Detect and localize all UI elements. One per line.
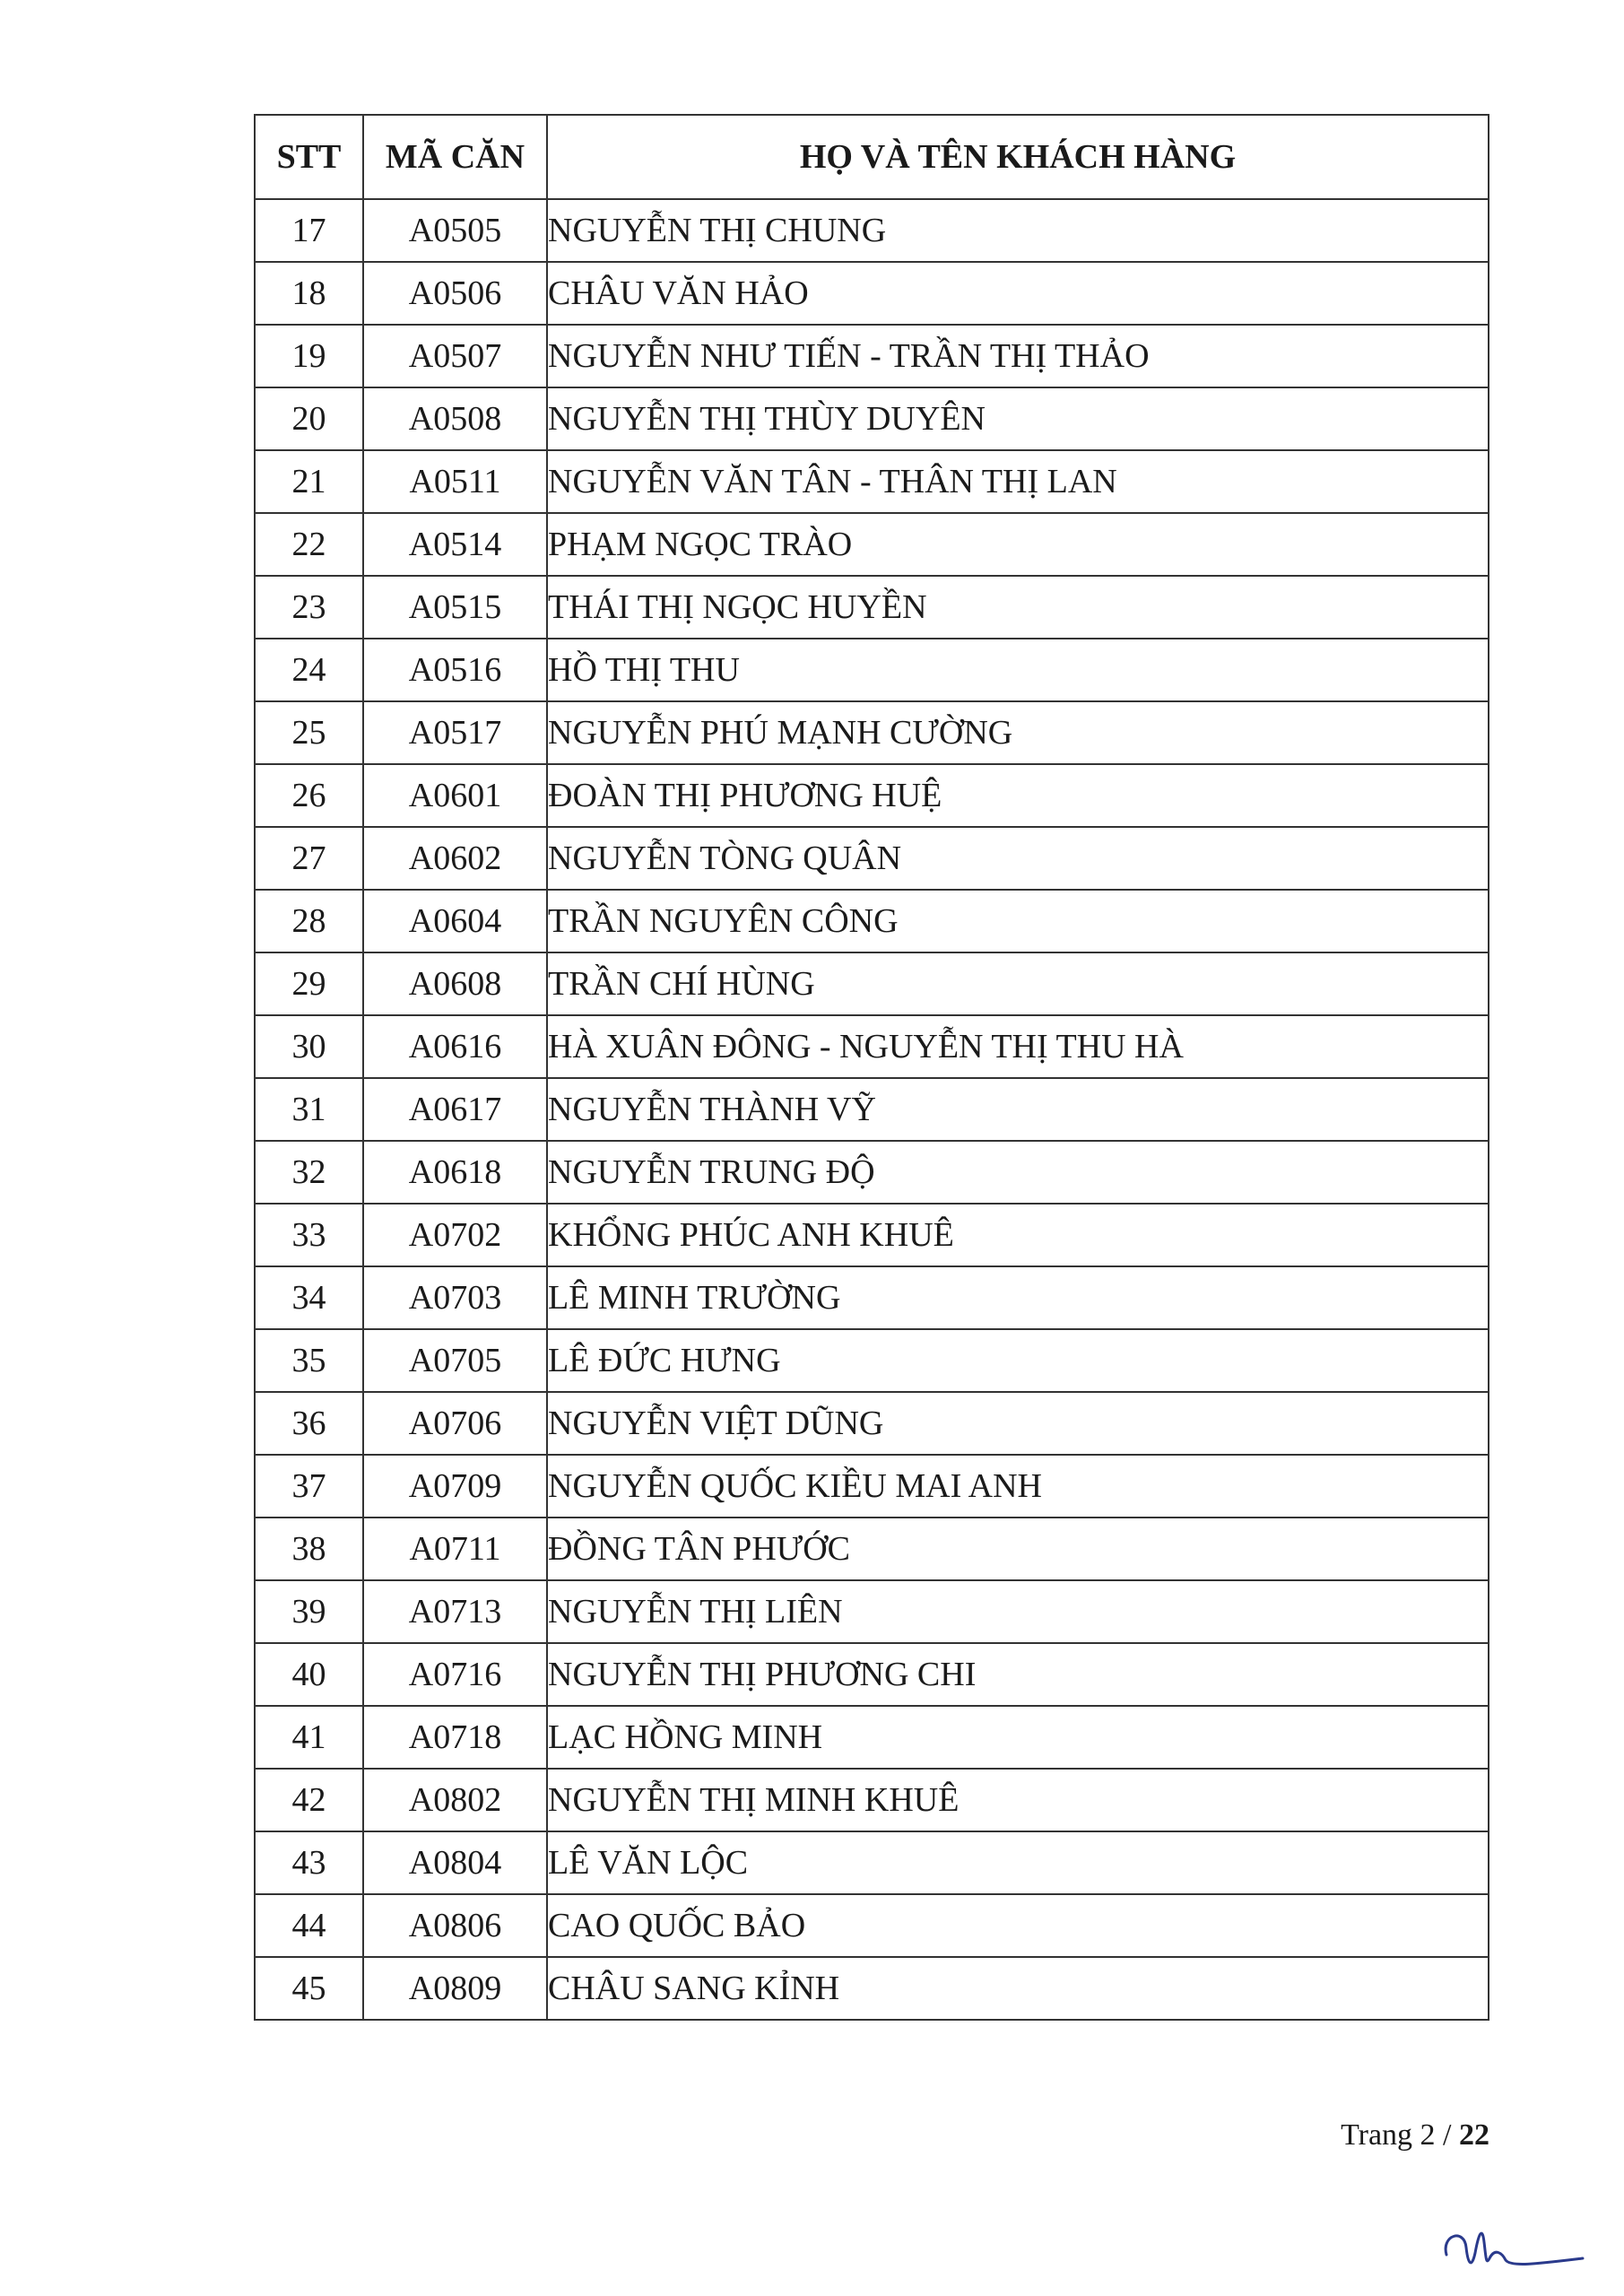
row-customer-name: THÁI THỊ NGỌC HUYỀN [547,576,1489,639]
row-customer-name: LẠC HỒNG MINH [547,1706,1489,1769]
row-stt: 41 [255,1706,363,1769]
row-stt: 22 [255,513,363,576]
table-row [255,1518,1489,1580]
table-row [255,262,1489,325]
signature-mark [1439,2217,1592,2280]
table-row [255,325,1489,387]
row-stt: 43 [255,1831,363,1894]
table-row [255,387,1489,450]
row-unit-code: A0716 [363,1643,547,1706]
table-row [255,1957,1489,2020]
row-customer-name: NGUYỄN THỊ PHƯƠNG CHI [547,1643,1489,1706]
row-stt: 27 [255,827,363,890]
row-unit-code: A0511 [363,450,547,513]
row-unit-code: A0809 [363,1957,547,2020]
row-customer-name: NGUYỄN THỊ CHUNG [547,199,1489,262]
table-row [255,1204,1489,1266]
header-row [255,115,1489,199]
table-row [255,1141,1489,1204]
row-customer-name: NGUYỄN THỊ MINH KHUÊ [547,1769,1489,1831]
row-customer-name: ĐOÀN THỊ PHƯƠNG HUỆ [547,764,1489,827]
table-row [255,1894,1489,1957]
table-row [255,1392,1489,1455]
row-unit-code: A0608 [363,952,547,1015]
row-unit-code: A0617 [363,1078,547,1141]
row-stt: 25 [255,701,363,764]
table-row [255,1769,1489,1831]
row-unit-code: A0516 [363,639,547,701]
row-customer-name: TRẦN CHÍ HÙNG [547,952,1489,1015]
row-stt: 36 [255,1392,363,1455]
row-unit-code: A0702 [363,1204,547,1266]
row-unit-code: A0506 [363,262,547,325]
table-row [255,450,1489,513]
row-stt: 39 [255,1580,363,1643]
table-row [255,1015,1489,1078]
row-unit-code: A0804 [363,1831,547,1894]
row-stt: 28 [255,890,363,952]
row-unit-code: A0706 [363,1392,547,1455]
row-unit-code: A0618 [363,1141,547,1204]
row-customer-name: CHÂU VĂN HẢO [547,262,1489,325]
row-stt: 44 [255,1894,363,1957]
row-customer-name: CHÂU SANG KỈNH [547,1957,1489,2020]
row-customer-name: KHỔNG PHÚC ANH KHUÊ [547,1204,1489,1266]
row-stt: 26 [255,764,363,827]
row-customer-name: NGUYỄN THỊ THÙY DUYÊN [547,387,1489,450]
table-row [255,1266,1489,1329]
row-stt: 18 [255,262,363,325]
header-stt: STT [255,115,363,199]
row-customer-name: NGUYỄN PHÚ MẠNH CƯỜNG [547,701,1489,764]
row-stt: 42 [255,1769,363,1831]
row-stt: 33 [255,1204,363,1266]
table-row [255,827,1489,890]
row-stt: 37 [255,1455,363,1518]
row-stt: 20 [255,387,363,450]
table-row [255,513,1489,576]
table-row [255,1580,1489,1643]
row-unit-code: A0604 [363,890,547,952]
page-total: 22 [1459,2118,1489,2152]
table-row [255,199,1489,262]
table-row [255,701,1489,764]
row-unit-code: A0709 [363,1455,547,1518]
row-unit-code: A0514 [363,513,547,576]
row-customer-name: HỒ THỊ THU [547,639,1489,701]
row-customer-name: NGUYỄN QUỐC KIỀU MAI ANH [547,1455,1489,1518]
customer-table [254,114,1489,2021]
row-unit-code: A0616 [363,1015,547,1078]
row-stt: 35 [255,1329,363,1392]
row-customer-name: NGUYỄN VIỆT DŨNG [547,1392,1489,1455]
page-number-prefix: Trang 2 / [1341,2118,1459,2152]
row-customer-name: NGUYỄN VĂN TÂN - THÂN THỊ LAN [547,450,1489,513]
row-unit-code: A0713 [363,1580,547,1643]
row-customer-name: TRẦN NGUYÊN CÔNG [547,890,1489,952]
row-customer-name: NGUYỄN NHƯ TIẾN - TRẦN THỊ THẢO [547,325,1489,387]
row-customer-name: PHẠM NGỌC TRÀO [547,513,1489,576]
row-stt: 21 [255,450,363,513]
row-customer-name: LÊ MINH TRƯỜNG [547,1266,1489,1329]
row-customer-name: NGUYỄN TRUNG ĐỘ [547,1141,1489,1204]
row-unit-code: A0703 [363,1266,547,1329]
row-unit-code: A0718 [363,1706,547,1769]
row-unit-code: A0507 [363,325,547,387]
row-unit-code: A0601 [363,764,547,827]
row-unit-code: A0802 [363,1769,547,1831]
row-stt: 30 [255,1015,363,1078]
row-stt: 45 [255,1957,363,2020]
row-stt: 38 [255,1518,363,1580]
row-customer-name: NGUYỄN TÒNG QUÂN [547,827,1489,890]
row-customer-name: LÊ ĐỨC HƯNG [547,1329,1489,1392]
table-body [255,199,1489,2020]
row-unit-code: A0806 [363,1894,547,1957]
header-unit-code: MÃ CĂN [363,115,547,199]
row-stt: 19 [255,325,363,387]
row-unit-code: A0508 [363,387,547,450]
row-stt: 40 [255,1643,363,1706]
table-row [255,1329,1489,1392]
table-row [255,764,1489,827]
table-header [255,115,1489,199]
header-customer-name: HỌ VÀ TÊN KHÁCH HÀNG [547,115,1489,199]
page-number [1341,2118,1489,2152]
row-unit-code: A0505 [363,199,547,262]
row-stt: 17 [255,199,363,262]
row-customer-name: LÊ VĂN LỘC [547,1831,1489,1894]
row-customer-name: HÀ XUÂN ĐÔNG - NGUYỄN THỊ THU HÀ [547,1015,1489,1078]
row-unit-code: A0515 [363,576,547,639]
table-row [255,1831,1489,1894]
row-stt: 23 [255,576,363,639]
row-stt: 31 [255,1078,363,1141]
row-stt: 32 [255,1141,363,1204]
table-row [255,639,1489,701]
row-customer-name: NGUYỄN THÀNH VỸ [547,1078,1489,1141]
row-customer-name: NGUYỄN THỊ LIÊN [547,1580,1489,1643]
row-customer-name: CAO QUỐC BẢO [547,1894,1489,1957]
table-row [255,1643,1489,1706]
table-row [255,890,1489,952]
row-stt: 29 [255,952,363,1015]
table-row [255,576,1489,639]
row-unit-code: A0602 [363,827,547,890]
table-row [255,1078,1489,1141]
row-unit-code: A0705 [363,1329,547,1392]
row-unit-code: A0711 [363,1518,547,1580]
table-row [255,952,1489,1015]
row-customer-name: ĐỒNG TÂN PHƯỚC [547,1518,1489,1580]
table-row [255,1455,1489,1518]
row-stt: 34 [255,1266,363,1329]
table-row [255,1706,1489,1769]
row-unit-code: A0517 [363,701,547,764]
row-stt: 24 [255,639,363,701]
